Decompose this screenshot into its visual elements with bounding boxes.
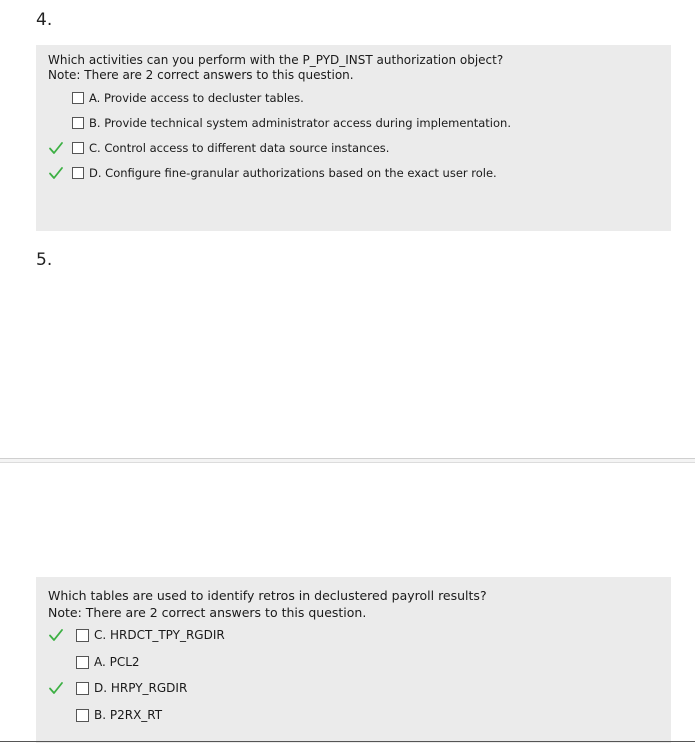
answer-option[interactable] xyxy=(72,165,497,181)
option-label: A. PCL2 xyxy=(94,655,140,669)
question-box xyxy=(36,577,671,743)
answer-option[interactable] xyxy=(72,90,304,106)
option-label: C. HRDCT_TPY_RGDIR xyxy=(94,628,225,642)
option-label: B. P2RX_RT xyxy=(94,708,163,722)
answer-option[interactable] xyxy=(76,707,162,723)
bottom-rule xyxy=(0,741,695,742)
question-prompt: Which activities can you perform with the P_PYD_INST authorization object? xyxy=(48,53,504,67)
check-mark-icon xyxy=(48,627,64,643)
check-mark-icon xyxy=(48,140,64,156)
answer-option[interactable] xyxy=(72,140,389,156)
option-label: D. HRPY_RGDIR xyxy=(94,681,188,695)
checkbox-icon[interactable] xyxy=(76,709,89,722)
page-divider xyxy=(0,458,695,463)
question-text xyxy=(48,53,503,83)
question-note: Note: There are 2 correct answers to this question. xyxy=(48,68,354,82)
answer-option[interactable] xyxy=(76,680,187,696)
question-box xyxy=(36,45,671,231)
checkbox-icon[interactable] xyxy=(76,656,89,669)
checkbox-icon[interactable] xyxy=(72,167,84,179)
checkbox-icon[interactable] xyxy=(76,629,89,642)
question-prompt: Which tables are used to identify retros in declustered payroll results? xyxy=(48,588,487,603)
checkbox-icon[interactable] xyxy=(72,92,84,104)
question-text xyxy=(48,588,487,620)
question-note: Note: There are 2 correct answers to this question. xyxy=(48,605,367,620)
option-label: A. Provide access to decluster tables. xyxy=(89,91,304,105)
answer-option[interactable] xyxy=(72,115,511,131)
question-number: 5. xyxy=(36,250,53,270)
checkbox-icon[interactable] xyxy=(76,682,89,695)
check-mark-icon xyxy=(48,680,64,696)
option-label: C. Control access to different data source instances. xyxy=(89,141,390,155)
check-mark-icon xyxy=(48,165,64,181)
option-label: B. Provide technical system administrator access during implementation. xyxy=(89,116,511,130)
checkbox-icon[interactable] xyxy=(72,142,84,154)
option-label: D. Configure fine-granular authorizations based on the exact user role. xyxy=(89,166,497,180)
checkbox-icon[interactable] xyxy=(72,117,84,129)
question-number: 4. xyxy=(36,10,53,30)
answer-option[interactable] xyxy=(76,627,225,643)
answer-option[interactable] xyxy=(76,654,140,670)
